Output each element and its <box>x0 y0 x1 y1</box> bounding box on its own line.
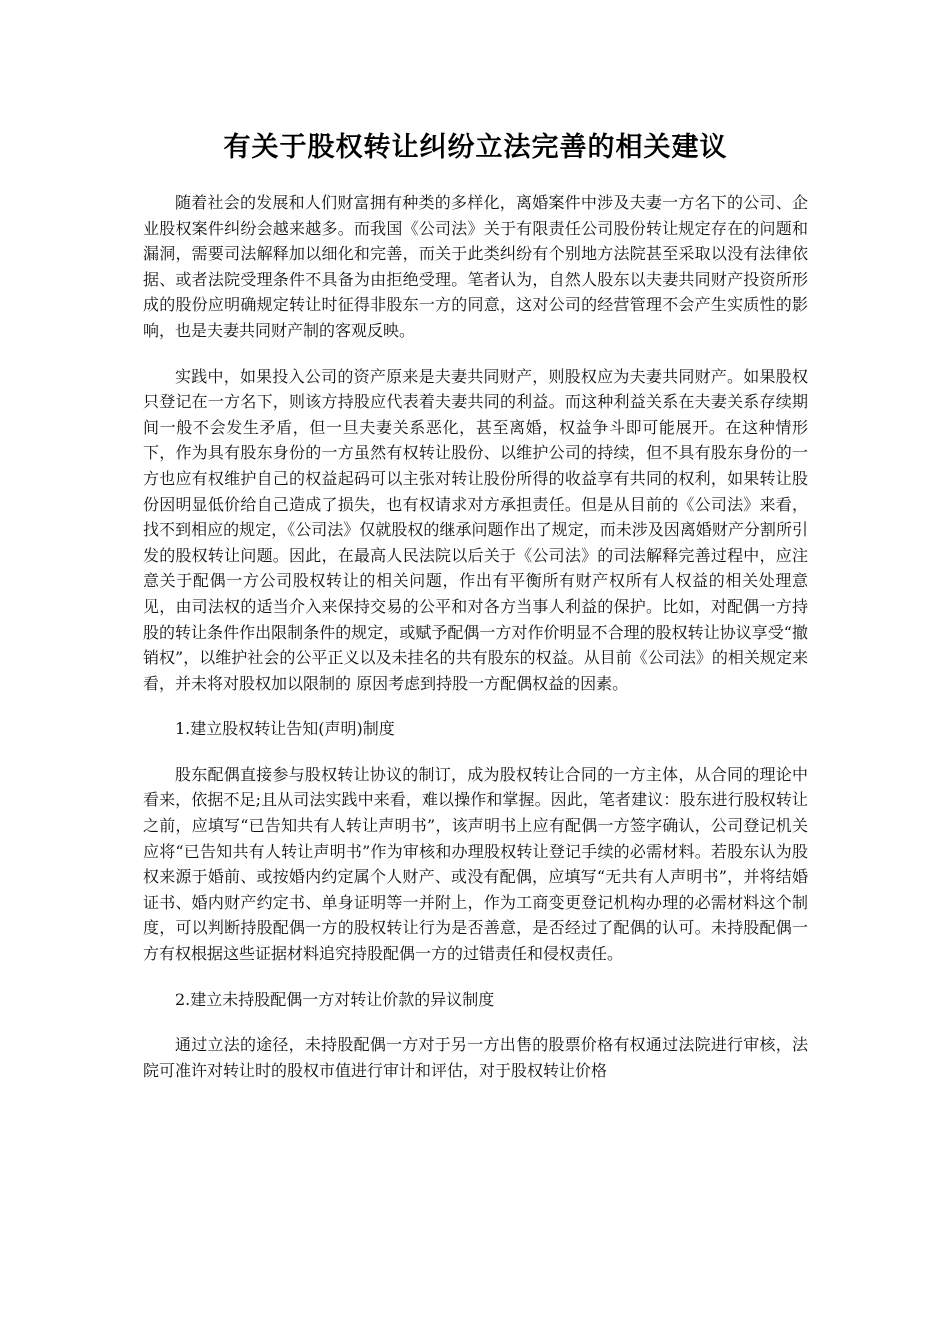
paragraph-intro: 随着社会的发展和人们财富拥有种类的多样化，离婚案件中涉及夫妻一方名下的公司、企业股权案件纠纷会越来越多。而我国《公司法》关于有限责任公司股份转让规定存在的问题和漏洞，需要司法解释加以细化和完善，而关于此类纠纷有个别地方法院甚至采取以没有法律依据、或者法院受理条件不具备为由拒绝受理。笔者认为，自然人股东以夫妻共同财产投资所形成的股份应明确规定转让时征得非股东一方的同意，这对公司的经营管理不会产生实质性的影响，也是夫妻共同财产制的客观反映。 <box>143 193 808 340</box>
section-2-body: 通过立法的途径，未持股配偶一方对于另一方出售的股票价格有权通过法院进行审核，法院可准许对转让时的股权市值进行审计和评估，对于股权转让价格 <box>143 1035 808 1080</box>
document-title: 有关于股权转让纠纷立法完善的相关建议 <box>223 132 728 163</box>
section-2-heading: 2.建立未持股配偶一方对转让价款的异议制度 <box>175 989 495 1009</box>
section-1-heading: 1.建立股权转让告知(声明)制度 <box>175 719 395 739</box>
document-page <box>143 128 808 1103</box>
paragraph-practice: 实践中，如果投入公司的资产原来是夫妻共同财产，则股权应为夫妻共同财产。如果股权只登记在一方名下，则该方持股应代表着夫妻共同的利益。而这种利益关系在夫妻关系存续期间一般不会发生矛盾，但一旦夫妻关系恶化，甚至离婚，权益争斗即可能展开。在这种情形下，作为具有股东身份的一方虽然有权转让股份、以维护公司的持续，但不具有股东身份的一方也应有权维护自己的权益起码可以主张对转让股份所得的收益享有共同的权利，如果转让股份因明显低价给自己造成了损失，也有权请求对方承担责任。但是从目前的《公司法》来看，找不到相应的规定，《公司法》仅就股权的继承问题作出了规定，而未涉及因离婚财产分割所引发的股权转让问题。因此，在最高人民法院以后关于《公司法》的司法解释完善过程中，应注意关于配偶一方公司股权转让的相关问题，作出有平衡所有财产权所有人权益的相关处理意见，由司法权的适当介入来保持交易的公平和对各方当事人利益的保护。比如，对配偶一方持股的转让条件作出限制条件的规定，或赋予配偶一方对作价明显不合理的股权转让协议享受“撤销权”，以维护社会的公平正义以及未挂名的共有股东的权益。从目前《公司法》的相关规定来看，并未将对股权加以限制的 原因考虑到持股一方配偶权益的因素。 <box>143 366 808 693</box>
section-1-body: 股东配偶直接参与股权转让协议的制订，成为股权转让合同的一方主体，从合同的理论中看来，依据不足;且从司法实践中来看，难以操作和掌握。因此，笔者建议：股东进行股权转让之前，应填写“已告知共有人转让声明书”，该声明书上应有配偶一方签字确认，公司登记机关应将“已告知共有人转让声明书”作为审核和办理股权转让登记手续的必需材料。若股东认为股权来源于婚前、或按婚内约定属个人财产、或没有配偶，应填写“无共有人声明书”，并将结婚证书、婚内财产约定书、单身证明等一并附上，作为工商变更登记机构办理的必需材料这个制度，可以判断持股配偶一方的股权转让行为是否善意，是否经过了配偶的认可。未持股配偶一方有权根据这些证据材料追究持股配偶一方的过错责任和侵权责任。 <box>143 764 808 964</box>
